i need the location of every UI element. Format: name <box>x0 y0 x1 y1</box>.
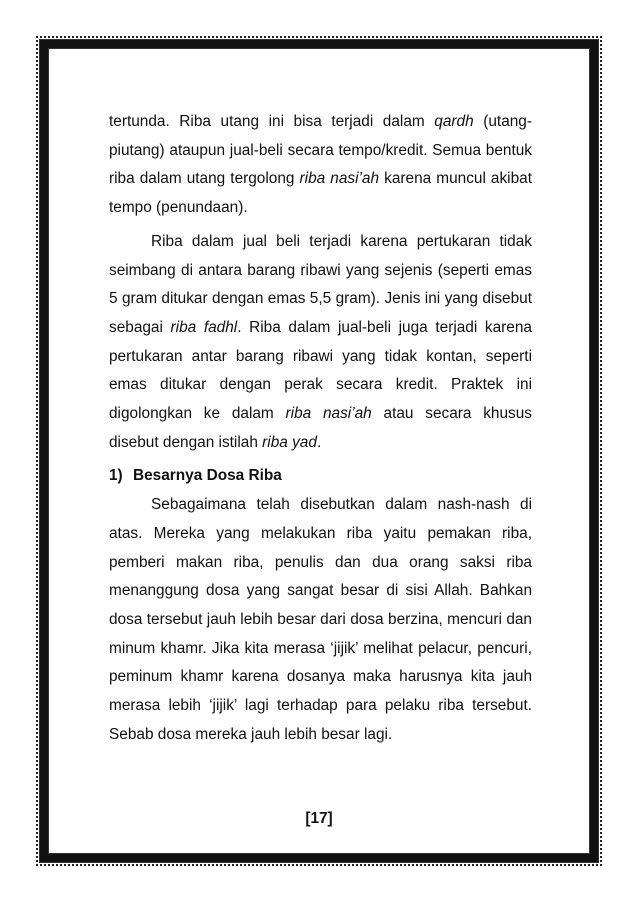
page-number: [17] <box>305 810 333 827</box>
text-run: . <box>316 433 322 451</box>
italic-term: riba fadhl <box>170 318 238 336</box>
italic-term: riba yad <box>262 433 317 451</box>
paragraph-1 <box>109 108 532 223</box>
section-number: 1) <box>109 467 123 485</box>
italic-term: riba nasi’ah <box>299 170 380 188</box>
paragraph-3 <box>109 491 532 749</box>
text-run: atau secara khusus disebut dengan istilah <box>109 405 532 451</box>
text-run: Sebagaimana telah disebutkan dalam nash-nash di atas. Mereka yang melakukan riba yaitu pemakan riba, pemberi makan riba, penulis dan dua orang saksi riba menanggung dosa yang sangat besar di sisi Allah. Bahkan dosa tersebut jauh lebih besar dari dosa berzina, mencuri dan minum khamr. Jika kita merasa ‘jijik’ melihat pelacur, pencuri, peminum khamr karena dosanya maka harusnya kita jauh merasa lebih ‘jijik’ lagi terhadap para pelaku riba tersebut. Sebab dosa mereka jauh lebih besar lagi. <box>109 496 532 743</box>
text-run: (utang-piutang) ataupun jual-beli secara tempo/kredit. Semua bentuk riba dalam utang tergolong <box>109 113 532 188</box>
text-run: tertunda. Riba utang ini bisa terjadi dalam <box>109 113 435 130</box>
text-run: karena muncul akibat tempo (penundaan). <box>109 170 532 217</box>
text-run: Riba dalam jual beli terjadi karena pertukaran tidak seimbang di antara barang ribawi yang sejenis (seperti emas 5 gram ditukar dengan emas 5,5 gram). Jenis ini yang disebut sebagai <box>109 232 532 336</box>
italic-term: riba nasi’ah <box>285 405 372 423</box>
italic-term: qardh <box>434 113 474 130</box>
page-body <box>109 108 532 749</box>
paragraph-2 <box>109 228 532 458</box>
text-run: . Riba dalam jual-beli juga terjadi karena pertukaran antar barang ribawi yang tidak kontan, seperti emas ditukar dengan perak secara kredit. Praktek ini digolongkan ke dalam <box>109 318 532 423</box>
section-title: Besarnya Dosa Riba <box>133 467 282 485</box>
section-heading <box>109 462 532 491</box>
